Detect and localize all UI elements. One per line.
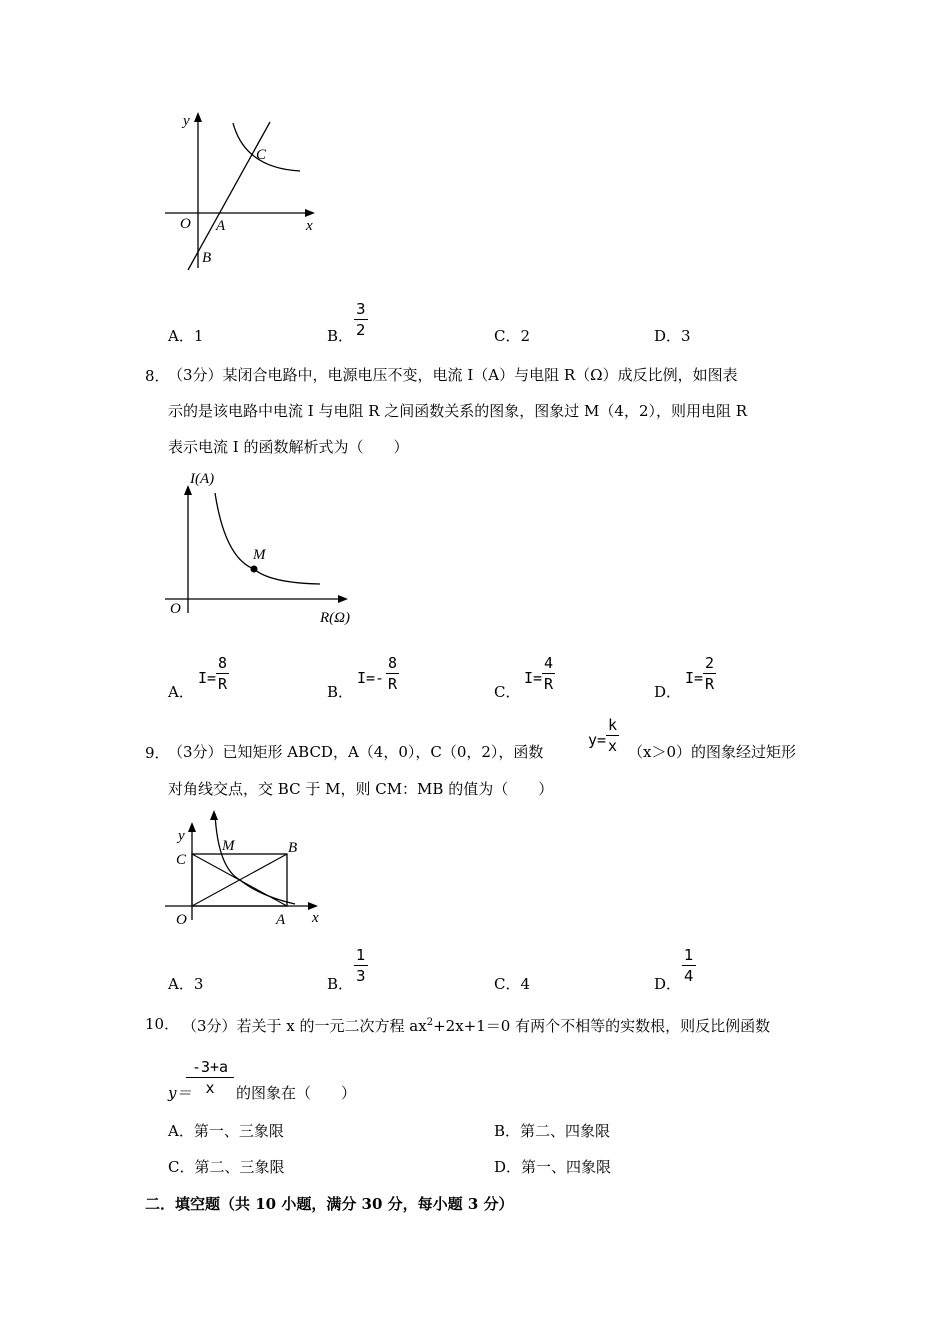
- q8-number: 8．: [145, 367, 170, 385]
- q10-line-2-tail: 的图象在（ ）: [236, 1084, 357, 1102]
- q8-option-b-prefix: B．: [327, 683, 354, 701]
- q8-option-c-prefix: C．: [494, 683, 521, 701]
- q7-y-arrow: [194, 112, 202, 122]
- q8-label-y: I(A): [190, 471, 215, 487]
- q8-option-a-lhs: I=: [198, 669, 217, 687]
- q7-line: [188, 122, 270, 270]
- section-2-title: 二．填空题（共 10 小题，满分 30 分，每小题 3 分）: [145, 1195, 514, 1213]
- q9-label-y: y: [178, 828, 185, 844]
- q9-option-c: C．4: [494, 975, 531, 993]
- q7-option-b-prefix: B．: [327, 327, 354, 345]
- q8-curve: [215, 493, 320, 584]
- q9-label-a: A: [276, 912, 286, 928]
- q9-option-d-fraction: 1 4: [684, 946, 694, 985]
- q9-label-o: O: [176, 912, 187, 928]
- q10-option-a: A．第一、三象限: [168, 1122, 284, 1140]
- q7-option-d: D．3: [654, 327, 691, 345]
- q9-line-1b: （x＞0）的图象经过矩形: [628, 743, 797, 761]
- q8-option-d-prefix: D．: [654, 683, 682, 701]
- q8-figure: [160, 463, 370, 633]
- q9-option-b-fraction: 1 3: [356, 946, 366, 985]
- q8-option-b-lhs: I=-: [357, 669, 385, 687]
- q8-point-m: [251, 566, 258, 573]
- q10-func-lhs: y＝: [168, 1084, 192, 1102]
- q10-option-c: C．第二、三象限: [168, 1158, 285, 1176]
- q8-option-c-lhs: I=: [524, 669, 543, 687]
- q7-label-b: B: [202, 250, 212, 266]
- q8-option-a-prefix: A．: [168, 683, 194, 701]
- q9-line-1a: （3分）已知矩形 ABCD，A（4，0），C（0，2），函数: [168, 743, 544, 761]
- q7-hyperbola: [233, 123, 300, 171]
- q8-option-d-fraction: 2 R: [705, 654, 715, 693]
- q7-label-c: C: [256, 147, 267, 163]
- q7-label-a: A: [216, 218, 226, 234]
- q7-figure: [160, 108, 330, 273]
- q8-label-x: R(Ω): [320, 610, 350, 626]
- q7-label-o: O: [180, 216, 191, 232]
- q9-option-a: A．3: [168, 975, 204, 993]
- q9-figure: [160, 808, 340, 928]
- q7-label-x: x: [306, 218, 313, 234]
- q9-y-arrow: [188, 822, 196, 832]
- q7-option-a: A．1: [168, 327, 204, 345]
- q8-line-1: （3分）某闭合电路中，电源电压不变，电流 I（A）与电阻 R（Ω）成反比例，如图表: [168, 366, 738, 384]
- q7-label-y: y: [183, 113, 190, 129]
- q7-x-arrow: [305, 209, 315, 217]
- q9-option-b-prefix: B．: [327, 975, 354, 993]
- q10-option-d: D．第一、四象限: [494, 1158, 612, 1176]
- q8-line-3: 表示电流 I 的函数解析式为（ ）: [168, 438, 409, 456]
- q9-curve: [215, 814, 298, 904]
- q7-option-c: C．2: [494, 327, 531, 345]
- q9-func-lhs: y=: [588, 731, 607, 749]
- q8-x-arrow: [338, 595, 348, 603]
- q9-label-c: C: [176, 852, 187, 868]
- q8-option-c-fraction: 4 R: [544, 654, 554, 693]
- q10-option-b: B．第二、四象限: [494, 1122, 611, 1140]
- q8-label-m: M: [253, 547, 266, 563]
- q8-line-2: 示的是该电路中电流 I 与电阻 R 之间函数关系的图象，图象过 M（4，2），则用电阻 R: [168, 402, 748, 420]
- fraction-numerator: 3: [356, 300, 366, 318]
- q9-option-d-prefix: D．: [654, 975, 682, 993]
- q9-label-b: B: [288, 840, 298, 856]
- q9-number: 9．: [145, 744, 170, 762]
- q9-label-x: x: [312, 910, 319, 926]
- q8-option-d-lhs: I=: [685, 669, 704, 687]
- q8-label-o: O: [170, 601, 181, 617]
- q9-line-2: 对角线交点，交 BC 于 M，则 CM：MB 的值为（ ）: [168, 780, 554, 798]
- q10-number: 10．: [145, 1015, 180, 1033]
- q8-option-b-fraction: 8 R: [388, 654, 398, 693]
- q7-option-b-fraction: [354, 300, 368, 339]
- q10-func-fraction: -3+a x: [186, 1058, 234, 1097]
- q9-label-m: M: [222, 838, 235, 854]
- q10-line-1: （3分）若关于 x 的一元二次方程 $ax^2+2x+1=0$ 有两个不相等的实数根，则反比例函数: [182, 1017, 771, 1035]
- q8-option-a-fraction: 8 R: [218, 654, 228, 693]
- q9-curve-arrow: [210, 810, 218, 820]
- q9-x-arrow: [308, 902, 318, 910]
- q9-func-fraction: k x: [608, 716, 618, 755]
- fraction-denominator: 2: [356, 321, 366, 339]
